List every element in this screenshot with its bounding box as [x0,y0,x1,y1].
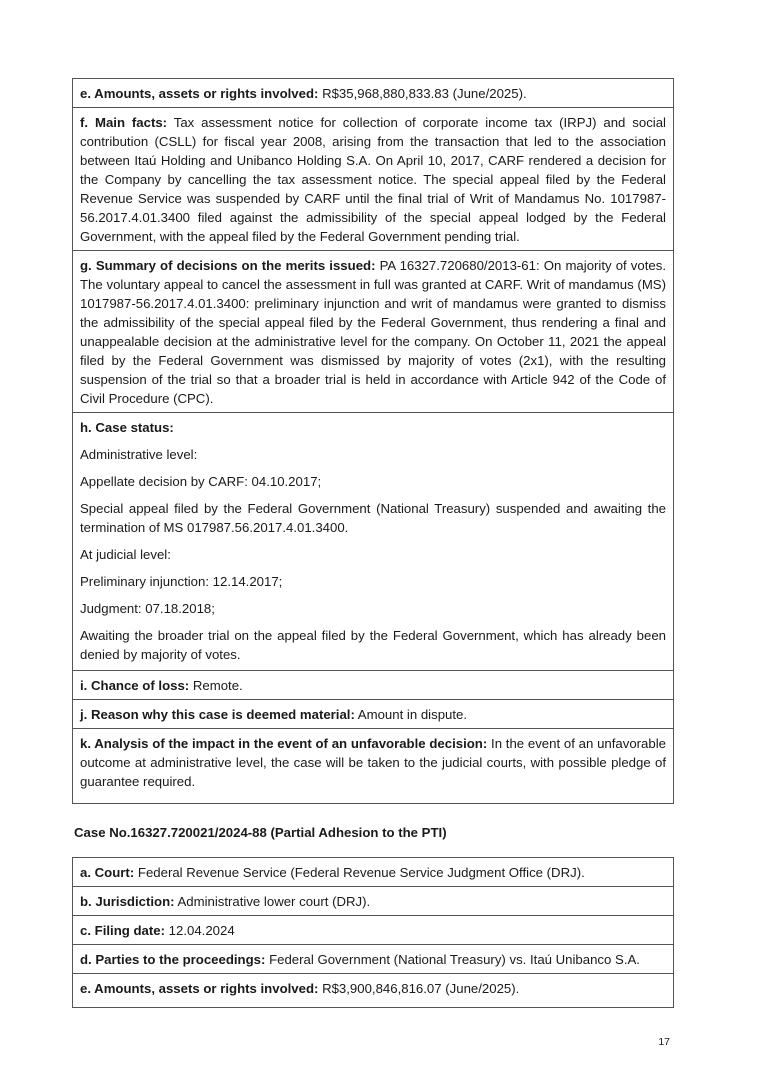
row-amounts [73,974,673,1008]
row-main-facts [73,108,673,251]
row-label: c. Filing date: [80,923,165,938]
row-label: d. Parties to the proceedings: [80,952,266,967]
row-court [73,858,673,887]
row-label: e. Amounts, assets or rights involved: [80,981,319,996]
row-impact-analysis [73,729,673,804]
row-label: k. Analysis of the impact in the event of an unfavorable decision: [80,736,488,751]
row-text: PA 16327.720680/2013-61: On majority of votes. The voluntary appeal to cancel the assessment in full was granted at CARF. Writ of mandamus (MS) 1017987-56.2017.4.01.3400: preliminary injunction and writ of mandamus were granted to dismiss the admissibility of the special appeal filed by the Federal Government, thus rendering a final and unappealable decision at the administrative level for the company. On October 11, 2021 the appeal filed by the Federal Government was dismissed by majority of votes (2x1), with the resulting suspension of the trial so that a broader trial is held in accordance with Article 942 of the Code of Civil Procedure (CPC). [80,258,666,406]
status-paragraph: Administrative level: [80,447,198,462]
row-text: Amount in dispute. [354,707,468,722]
status-paragraph: Special appeal filed by the Federal Government (National Treasury) suspended and awaiting the termination of MS 017987.56.2017.4.01.3400. [80,501,666,535]
row-text: Federal Revenue Service (Federal Revenue Service Judgment Office (DRJ). [134,865,585,880]
row-label: j. Reason why this case is deemed material: [80,707,355,722]
case-summary-table [72,857,674,1008]
row-label: h. Case status: [80,420,174,435]
row-label: f. Main facts: [80,115,168,130]
row-case-status [73,413,673,671]
row-filing-date [73,916,673,945]
row-text: 12.04.2024 [165,923,235,938]
row-amounts [73,79,673,108]
status-paragraph: Appellate decision by CARF: 04.10.2017; [80,474,322,489]
row-label: i. Chance of loss: [80,678,190,693]
row-text: Administrative lower court (DRJ). [174,894,371,909]
status-paragraph: Awaiting the broader trial on the appeal filed by the Federal Government, which has already been denied by majority of votes. [80,628,666,662]
row-text: Tax assessment notice for collection of corporate income tax (IRPJ) and social contribution (CSLL) for fiscal year 2008, arising from the transaction that led to the association between Itaú Holding and Unibanco Holding S.A. On April 10, 2017, CARF rendered a decision for the Company by cancelling the tax assessment notice. The special appeal filed by the Federal Revenue Service was suspended by CARF until the final trial of Writ of Mandamus No. 1017987-56.2017.4.01.3400 filed against the admissibility of the special appeal lodged by the Federal Government, with the appeal filed by the Federal Government pending trial. [80,115,666,244]
row-parties [73,945,673,974]
row-summary-decisions [73,251,673,413]
row-label: b. Jurisdiction: [80,894,175,909]
status-paragraph: At judicial level: [80,547,171,562]
row-text: Remote. [189,678,243,693]
status-paragraph: Judgment: 07.18.2018; [80,601,215,616]
page-number: 17 [658,1036,670,1048]
case-title: Case No.16327.720021/2024-88 (Partial Adhesion to the PTI) [74,825,447,840]
row-text: In the event of an unfavorable outcome at administrative level, the case will be taken to the judicial courts, with possible pledge of guarantee required. [80,736,666,789]
row-text: R$35,968,880,833.83 (June/2025). [318,86,527,101]
row-text: Federal Government (National Treasury) vs. Itaú Unibanco S.A. [265,952,640,967]
row-label: e. Amounts, assets or rights involved: [80,86,319,101]
case-details-table [72,78,674,804]
row-chance-of-loss [73,671,673,700]
row-label: a. Court: [80,865,135,880]
row-jurisdiction [73,887,673,916]
row-label: g. Summary of decisions on the merits issued: [80,258,376,273]
row-materiality-reason [73,700,673,729]
status-paragraph: Preliminary injunction: 12.14.2017; [80,574,283,589]
row-text: R$3,900,846,816.07 (June/2025). [318,981,520,996]
